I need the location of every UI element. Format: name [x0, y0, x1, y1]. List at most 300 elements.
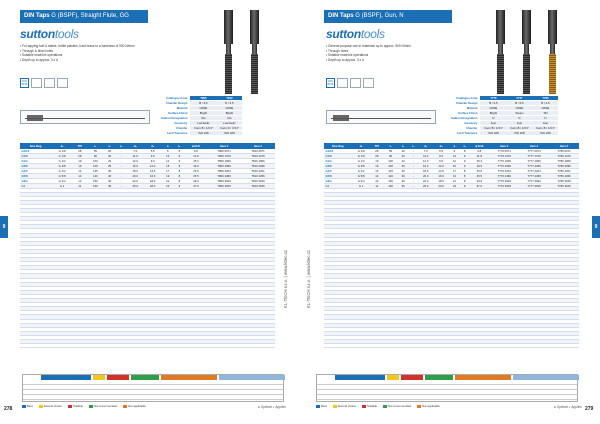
spec-label: Catalogue Code	[456, 96, 478, 101]
table-cell: T780 3920	[549, 178, 579, 183]
legend-item: Suitable	[362, 404, 377, 408]
table-cell: T777 2201	[519, 168, 549, 173]
table-cell: G 3/8	[52, 163, 72, 168]
table-cell: 19	[161, 173, 174, 178]
legend-item: Not applicable	[123, 404, 146, 408]
table-cell: 100	[384, 158, 398, 163]
spec-label: Chamfer Design	[455, 101, 478, 106]
column-header: ⌀ Drill	[185, 143, 208, 149]
table-cell: 17	[449, 168, 460, 173]
table-cell: 30	[103, 168, 116, 173]
table-cell: -	[116, 178, 126, 183]
table-cell: G3/4	[20, 178, 52, 183]
table-cell: 25	[103, 163, 116, 168]
spec-value: N	[506, 116, 532, 121]
material-grid	[316, 374, 578, 402]
column-header: a	[161, 143, 174, 149]
table-cell: 29.0	[469, 178, 489, 183]
table-cell: T776 2366	[489, 173, 519, 178]
column-header: l₄	[174, 143, 185, 149]
table-cell: 11.8	[469, 153, 489, 158]
table-cell: 23.6	[185, 168, 208, 173]
table-cell: T806 2096	[207, 163, 241, 168]
spec-label: Chamfer	[466, 126, 478, 131]
table-cell: T806 3920	[207, 178, 241, 183]
table-cell: T776 0071	[489, 149, 519, 154]
brand-logo	[20, 27, 79, 41]
table-cell: T810 3920	[241, 178, 275, 183]
table-cell: 14.5	[144, 168, 161, 173]
table-cell: 25.5	[185, 173, 208, 178]
table-cell: T810 2096	[241, 163, 275, 168]
header-title-rest: G (BSPF), Gun, N	[353, 13, 404, 19]
legend-item: Not applicable	[417, 404, 440, 408]
empty-row	[324, 344, 579, 348]
table-cell: 9.0	[433, 158, 448, 163]
page-header	[20, 10, 148, 23]
right-page	[300, 0, 600, 424]
spec-value: B / 4-5	[480, 101, 506, 106]
table-cell: T777 1376	[519, 153, 549, 158]
table-cell: 19	[370, 158, 383, 163]
table-cell: 6.8	[185, 149, 208, 154]
spec-value: T777	[506, 96, 532, 101]
spec-label: Material	[466, 106, 478, 111]
table-cell: G1/8	[324, 153, 352, 158]
table-cell: 100	[87, 163, 103, 168]
table-cell: 16.0	[433, 173, 448, 178]
spec-table	[160, 96, 242, 136]
table-cell: 5.5	[433, 149, 448, 154]
column-header: ⌀ Drill	[469, 143, 489, 149]
footer-vertical-text: KL-TECH s.r.o. | www.kltec.cz	[306, 250, 311, 309]
table-cell: G 1/2	[352, 168, 370, 173]
legend-item: Best	[316, 404, 327, 408]
table-cell: 11.0	[126, 153, 143, 158]
header-title-rest: G (BSPF), Straight Flute, GG	[49, 13, 129, 19]
table-cell: T806 1376	[207, 153, 241, 158]
feature-item: • Through & blind holes	[20, 48, 53, 53]
table-cell: 14	[370, 168, 383, 173]
table-cell: G1/8	[20, 153, 52, 158]
table-cell: 100	[87, 158, 103, 163]
table-cell: 8	[174, 149, 185, 154]
table-cell: T806 2201	[207, 168, 241, 173]
table-cell: 16.0	[418, 163, 433, 168]
table-cell: T810 1376	[241, 153, 275, 158]
spec-value: T810	[216, 96, 242, 101]
legend-item: Best	[22, 404, 33, 408]
feature-item: • Suitable machine operations	[326, 53, 369, 58]
table-cell: 125	[384, 168, 398, 173]
table-cell: 125	[87, 168, 103, 173]
table-cell: 11.0	[418, 153, 433, 158]
din-icon: DIN 5156	[21, 80, 28, 86]
spec-label: Surface Finish	[168, 111, 188, 116]
feature-list	[326, 44, 446, 62]
table-cell: T777 1906	[519, 158, 549, 163]
table-cell: 9.0	[433, 153, 448, 158]
thread-profile-icon	[44, 78, 55, 88]
table-cell: 30	[103, 178, 116, 183]
table-cell: 8	[460, 149, 469, 154]
legend	[22, 404, 146, 408]
footer-vertical-text: KL-TECH s.r.o. | www.kltec.cz	[283, 250, 288, 309]
table-cell: T777 2366	[519, 173, 549, 178]
table-cell: 28	[72, 149, 87, 154]
spec-value: HSSE	[506, 106, 532, 111]
column-header: l₂	[398, 143, 409, 149]
table-cell: 25	[398, 163, 409, 168]
table-cell: -	[116, 163, 126, 168]
table-cell: -	[409, 153, 418, 158]
column-header: l₁	[87, 143, 103, 149]
table-cell: 19.0	[185, 163, 208, 168]
legend-right: ● Optimal ◐ Applies	[554, 405, 582, 409]
spec-row	[160, 101, 242, 106]
table-cell: -	[409, 183, 418, 188]
table-cell: 8	[174, 173, 185, 178]
table-cell: 18.0	[144, 178, 161, 183]
table-cell: 19	[449, 173, 460, 178]
table-cell: G1/4	[324, 158, 352, 163]
table-cell: -	[116, 153, 126, 158]
tap-drawing	[20, 110, 150, 124]
table-cell: 8	[460, 168, 469, 173]
spec-row	[160, 131, 242, 136]
table-cell: G 1	[52, 183, 72, 188]
table-cell: G 1/8	[52, 153, 72, 158]
spec-value: Gun	[506, 121, 532, 126]
table-cell: T806 1906	[207, 158, 241, 163]
spec-value: TiN	[532, 111, 558, 116]
table-cell: 25.5	[469, 173, 489, 178]
table-cell: T806 3925	[207, 183, 241, 188]
brand-part-b: tools	[360, 27, 385, 41]
table-cell: 29.0	[185, 178, 208, 183]
table-cell: T780 1376	[549, 153, 579, 158]
section-tab[interactable]: 9	[592, 216, 600, 238]
table-cell: 90	[384, 153, 398, 158]
table-cell: 8	[460, 173, 469, 178]
table-cell: G1/4	[20, 158, 52, 163]
table-cell: 11.8	[185, 153, 208, 158]
hole-type-icon	[363, 78, 374, 88]
spec-value: ISO 228	[480, 131, 506, 136]
table-cell: -	[116, 183, 126, 188]
table-cell: T780 3925	[549, 183, 579, 188]
tap-image	[250, 10, 259, 94]
spec-label: Catalogue Code	[166, 96, 188, 101]
table-cell: 14	[72, 178, 87, 183]
table-cell: G3/8	[324, 163, 352, 168]
tap-image	[224, 10, 233, 94]
table-cell: 8	[174, 168, 185, 173]
spec-label: Suitton Designation	[161, 116, 188, 121]
spec-row	[160, 96, 242, 101]
legend-item: Second choice	[39, 404, 62, 408]
table-cell: 37.0	[469, 183, 489, 188]
table-cell: G 5/8	[352, 173, 370, 178]
table-cell: 16.0	[126, 163, 143, 168]
table-cell: 9	[174, 153, 185, 158]
dimensions-table	[324, 143, 579, 348]
table-cell: G1/2	[324, 168, 352, 173]
table-cell: 100	[384, 163, 398, 168]
table-cell: 14	[370, 178, 383, 183]
table-cell: -	[116, 173, 126, 178]
column-header: TPI	[370, 143, 383, 149]
table-cell: -	[116, 168, 126, 173]
table-cell: G3/8	[20, 163, 52, 168]
table-cell: 28	[370, 153, 383, 158]
table-cell: 15.3	[469, 158, 489, 163]
table-cell: 16	[161, 163, 174, 168]
table-cell: 35	[398, 183, 409, 188]
spec-label: Chamfer Design	[165, 101, 188, 106]
table-cell: 22	[398, 158, 409, 163]
brand-logo	[326, 27, 385, 41]
header-title-bold: DIN Taps	[24, 13, 50, 19]
spec-value: Bright	[190, 111, 216, 116]
dimensions-table	[20, 143, 275, 348]
header-title-bold: DIN Taps	[328, 13, 354, 19]
table-cell: T777 2096	[519, 163, 549, 168]
page-number: 278	[4, 406, 13, 412]
table-cell: T777 3925	[519, 183, 549, 188]
spec-value: GG	[216, 116, 242, 121]
spec-label: Limit Tolerance	[166, 131, 188, 136]
tap-drawing	[326, 110, 436, 124]
hole-type-icon	[57, 78, 68, 88]
table-cell: 23.6	[469, 168, 489, 173]
table-cell: T777 0071	[519, 149, 549, 154]
spec-label: Limit Tolerance	[456, 131, 478, 136]
table-cell: 20	[103, 149, 116, 154]
table-cell: 12	[449, 153, 460, 158]
table-cell: T777 3920	[519, 178, 549, 183]
feature-item: • For tapping soft & stable, brittle plastics, hard brass to a hardness of 900 N/mm²	[20, 44, 135, 48]
spec-value: T776	[480, 96, 506, 101]
table-cell: 16	[449, 163, 460, 168]
table-cell: G 1/4	[352, 158, 370, 163]
table-cell: 22	[103, 158, 116, 163]
din-icon: DIN 5156	[327, 80, 334, 86]
table-cell: 160	[384, 183, 398, 188]
table-cell: 12	[161, 158, 174, 163]
table-cell: 15.3	[185, 158, 208, 163]
feature-item: • Suitable machine operations	[20, 53, 63, 58]
table-cell: 8	[460, 178, 469, 183]
tool-shape-icon	[31, 78, 42, 88]
spec-row	[160, 111, 242, 116]
feature-item: • Depth up to approx. 3 x d	[326, 57, 364, 62]
table-cell: 12.0	[144, 163, 161, 168]
spec-value: D / 3.5	[216, 101, 242, 106]
table-cell: G 1/2	[52, 168, 72, 173]
table-cell: 12.0	[418, 158, 433, 163]
column-header: d₂	[126, 143, 143, 149]
table-cell: -	[116, 149, 126, 154]
spec-label: Surface Finish	[458, 111, 478, 116]
table-cell: 37.0	[185, 183, 208, 188]
table-cell: 140	[87, 173, 103, 178]
table-cell: G5/8	[324, 173, 352, 178]
spec-value: Bright	[480, 111, 506, 116]
brand-part-a: sutton	[326, 27, 361, 41]
table-cell: G1/16	[20, 149, 52, 154]
table-cell: 150	[384, 178, 398, 183]
column-header: l₂	[103, 143, 116, 149]
column-header: l₃	[409, 143, 418, 149]
brand-part-b: tools	[54, 27, 79, 41]
legend-right: ● Optimal ◐ Applies	[258, 405, 286, 409]
table-cell: 18.0	[418, 168, 433, 173]
table-cell: 140	[384, 173, 398, 178]
table-cell: 9	[174, 183, 185, 188]
spec-value: Gun	[480, 121, 506, 126]
table-cell: G1	[20, 183, 52, 188]
table-cell: G3/4	[324, 178, 352, 183]
table-cell: G1	[324, 183, 352, 188]
table-cell: T810 1906	[241, 158, 275, 163]
table-cell: G 1/4	[52, 158, 72, 163]
table-cell: 55	[384, 149, 398, 154]
table-cell: 6	[161, 149, 174, 154]
table-cell: T806 0071	[207, 149, 241, 154]
table-cell: G 3/4	[52, 178, 72, 183]
table-cell: 20.0	[418, 173, 433, 178]
spec-value: Form B / 4-5 P	[506, 126, 532, 131]
table-cell: 14.5	[433, 168, 448, 173]
table-cell: -	[409, 168, 418, 173]
spec-value: T806	[190, 96, 216, 101]
table-cell: -	[409, 149, 418, 154]
spec-value: HSSE	[532, 106, 558, 111]
tap-image	[496, 10, 505, 94]
table-cell: T810 0071	[241, 149, 275, 154]
table-cell: 21	[161, 178, 174, 183]
table-cell: 20	[398, 149, 409, 154]
table-cell: 14	[72, 173, 87, 178]
table-cell: -	[409, 158, 418, 163]
spec-value: Form B / 4-5 P	[532, 126, 558, 131]
table-cell: 25.0	[418, 183, 433, 188]
table-cell: 30	[398, 178, 409, 183]
table-cell: 18.0	[126, 168, 143, 173]
legend	[316, 404, 440, 408]
column-header: Item #	[549, 143, 579, 149]
feature-item: • Through holes	[326, 48, 349, 53]
spec-value: Form B / 4-5 P	[190, 126, 216, 131]
spec-value: Low Helix	[190, 121, 216, 126]
section-tab[interactable]: 9	[0, 216, 8, 238]
spec-label: Geometry	[464, 121, 478, 126]
table-cell: T776 1906	[489, 158, 519, 163]
table-cell: T780 2366	[549, 173, 579, 178]
table-cell: 9	[460, 153, 469, 158]
spec-value: HSSE	[480, 106, 506, 111]
spec-label: Suitton Designation	[451, 116, 478, 121]
table-cell: G 3/4	[352, 178, 370, 183]
icon-row	[20, 78, 68, 88]
table-cell: 9	[174, 163, 185, 168]
table-cell: 12	[161, 153, 174, 158]
table-cell: 28	[72, 153, 87, 158]
table-cell: 16.0	[144, 173, 161, 178]
brand-part-a: sutton	[20, 27, 55, 41]
spec-value: HSSE	[190, 106, 216, 111]
table-cell: 55	[87, 149, 103, 154]
column-header: Size Reg.	[20, 143, 52, 149]
table-cell: -	[409, 173, 418, 178]
spec-value: Bright	[216, 111, 242, 116]
spec-value: B / 4-5	[532, 101, 558, 106]
table-cell: 9	[174, 158, 185, 163]
legend-item: Not recommended	[89, 404, 117, 408]
table-cell: 17	[161, 168, 174, 173]
legend-item: Not recommended	[383, 404, 411, 408]
spec-value: B / 4-5	[190, 101, 216, 106]
page-number: 279	[585, 406, 594, 412]
tap-image	[522, 10, 531, 94]
column-header: Item #	[519, 143, 549, 149]
table-cell: 30	[398, 173, 409, 178]
spec-row	[160, 116, 242, 121]
spec-value: ISO 228	[506, 131, 532, 136]
table-cell: 14	[72, 168, 87, 173]
table-cell: T780 0071	[549, 149, 579, 154]
tool-shape-icon	[337, 78, 348, 88]
table-cell: G 5/8	[52, 173, 72, 178]
table-cell: 23	[161, 183, 174, 188]
table-cell: T810 2366	[241, 173, 275, 178]
table-cell: 160	[87, 183, 103, 188]
table-cell: 30	[398, 168, 409, 173]
spec-value: N	[532, 116, 558, 121]
table-cell: 6	[449, 149, 460, 154]
table-cell: 25.0	[126, 183, 143, 188]
table-cell: 14	[370, 173, 383, 178]
table-cell: 18.0	[433, 178, 448, 183]
table-cell: T776 3925	[489, 183, 519, 188]
feature-item: • Depth up to approx. 3 x d	[20, 57, 58, 62]
table-cell: 22.0	[126, 178, 143, 183]
empty-row	[20, 344, 275, 348]
table-cell: T776 2201	[489, 168, 519, 173]
table-cell: T780 2201	[549, 168, 579, 173]
table-cell: 12.0	[126, 158, 143, 163]
column-header: Item #	[207, 143, 241, 149]
table-cell: 90	[87, 153, 103, 158]
table-cell: 28	[370, 149, 383, 154]
feature-list	[20, 44, 140, 62]
column-header: l₁	[384, 143, 398, 149]
table-cell: 7.0	[418, 149, 433, 154]
table-cell: 19.0	[469, 163, 489, 168]
table-cell: G1/16	[324, 149, 352, 154]
icon-row	[326, 78, 374, 88]
spec-value: Low Helix	[216, 121, 242, 126]
table-cell: -	[409, 163, 418, 168]
spec-value: ISO 228	[190, 131, 216, 136]
table-cell: -	[116, 158, 126, 163]
table-cell: 9	[460, 163, 469, 168]
table-cell: 9.0	[144, 153, 161, 158]
table-cell: 22.0	[418, 178, 433, 183]
table-cell: G5/8	[20, 173, 52, 178]
table-cell: G 1/8	[352, 153, 370, 158]
